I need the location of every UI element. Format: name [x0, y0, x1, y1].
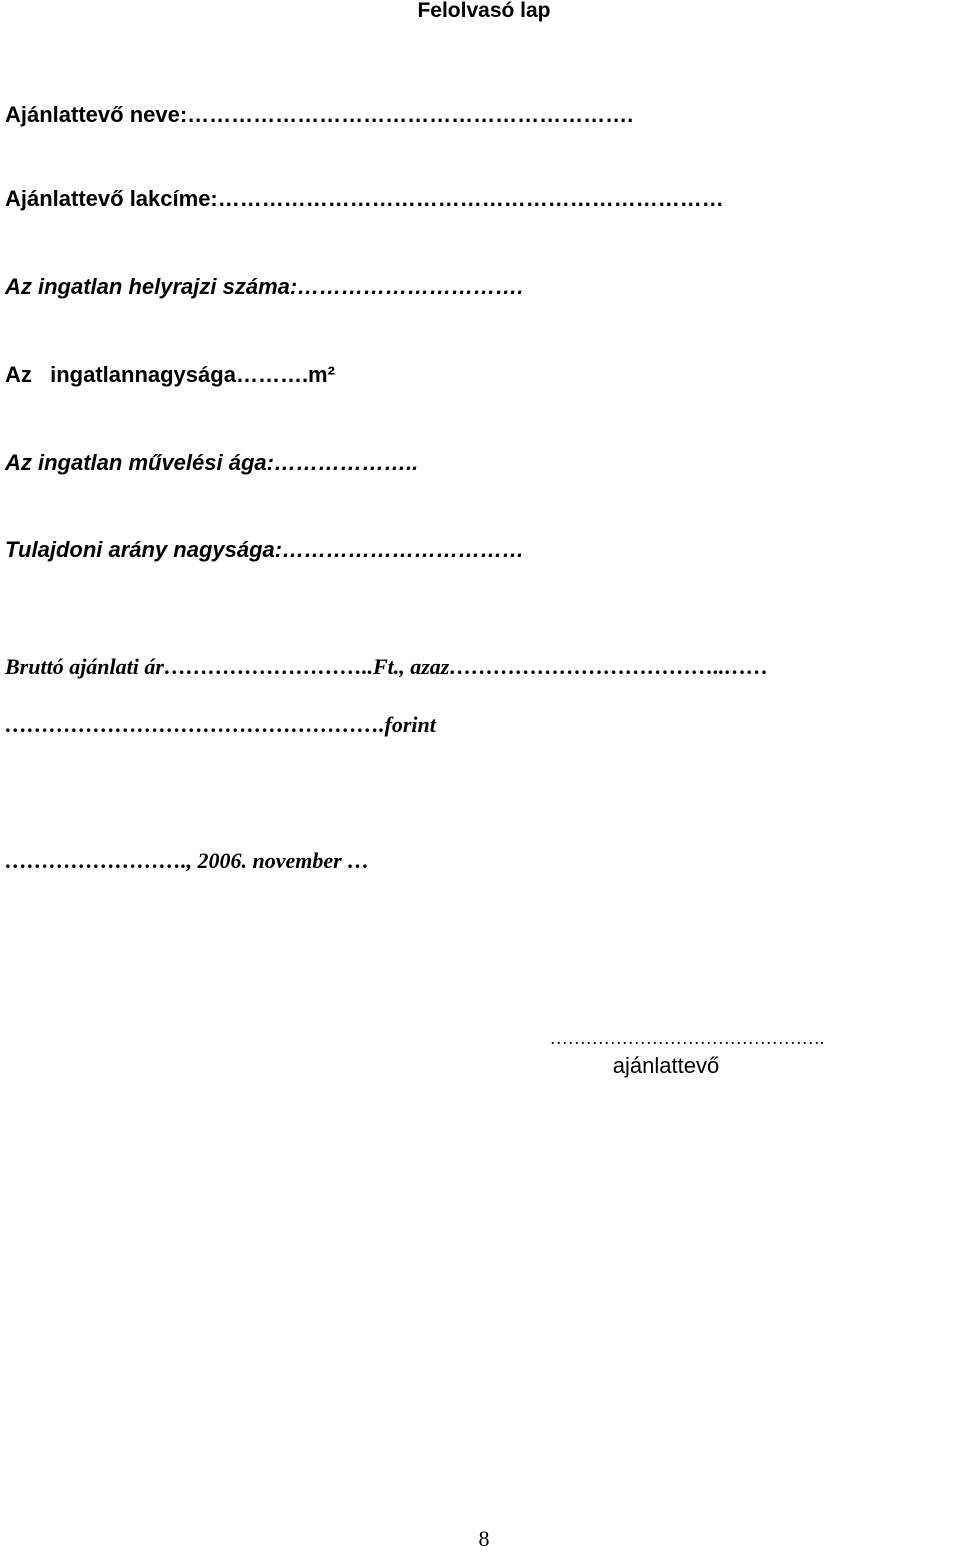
signature-line: ………………………………………. [549, 1028, 825, 1048]
parcel-number-field: Az ingatlan helyrajzi száma:…………………………. [5, 274, 524, 299]
page-number: 8 [478, 1526, 490, 1551]
cultivation-branch-field: Az ingatlan művelési ága:……………….. [5, 450, 419, 475]
date-line: ……………………., 2006. november … [5, 848, 370, 873]
signature-label: ajánlattevő [612, 1053, 720, 1078]
gross-price-words-field: …………………………………………….forint [5, 712, 436, 737]
gross-price-field: Bruttó ajánlati ár………………………..Ft., azaz………………………………..…… [5, 654, 769, 679]
ownership-share-field: Tulajdoni arány nagysága:…………………………… [5, 537, 525, 562]
property-size-field: Az ingatlannagysága……….m² [5, 362, 335, 387]
bidder-address-field: Ajánlattevő lakcíme:…………………………………………………………… [5, 186, 724, 211]
page-title: Felolvasó lap [417, 0, 551, 22]
bidder-name-field: Ajánlattevő neve:……………………………………………………. [5, 102, 634, 127]
